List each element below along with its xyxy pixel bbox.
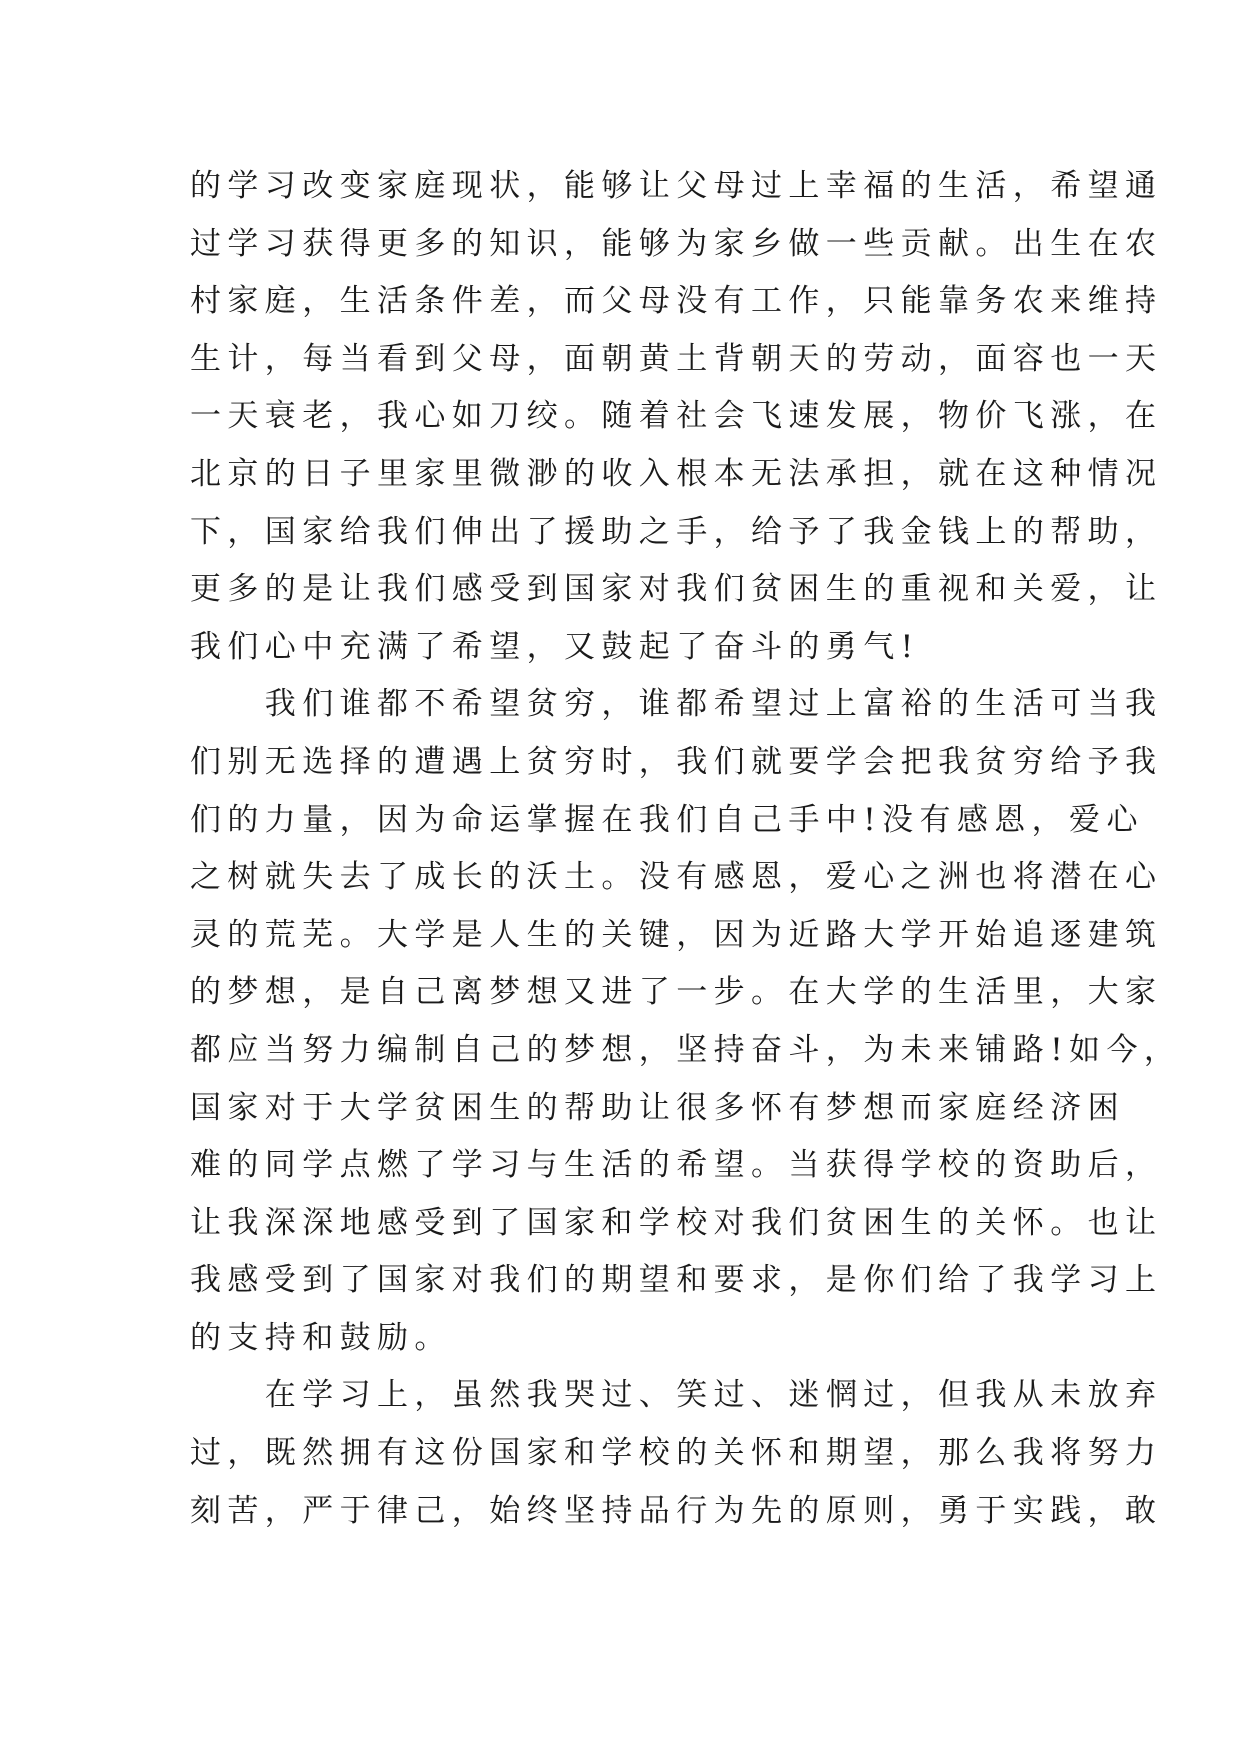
text-line: 我们谁都不希望贫穷，谁都希望过上富裕的生活可当我 bbox=[190, 686, 1163, 723]
text-line: 我们心中充满了希望，又鼓起了奋斗的勇气! bbox=[190, 628, 920, 665]
text-line: 下，国家给我们伸出了援助之手，给予了我金钱上的帮助， bbox=[190, 513, 1163, 550]
text-line: 的梦想，是自己离梦想又进了一步。在大学的生活里，大家 bbox=[190, 974, 1163, 1011]
text-line: 之树就失去了成长的沃土。没有感恩，爱心之洲也将潜在心 bbox=[190, 859, 1163, 896]
text-line: 在学习上，虽然我哭过、笑过、迷惘过，但我从未放弃 bbox=[190, 1377, 1163, 1414]
text-line: 们别无选择的遭遇上贫穷时，我们就要学会把我贫穷给予我 bbox=[190, 743, 1163, 780]
text-line: 我感受到了国家对我们的期望和要求，是你们给了我学习上 bbox=[190, 1262, 1163, 1299]
text-line: 们的力量，因为命运掌握在我们自己手中!没有感恩，爱心 bbox=[190, 801, 1144, 838]
text-line: 让我深深地感受到了国家和学校对我们贫困生的关怀。也让 bbox=[190, 1204, 1163, 1241]
text-line: 过学习获得更多的知识，能够为家乡做一些贡献。出生在农 bbox=[190, 225, 1163, 262]
text-line: 的支持和鼓励。 bbox=[190, 1319, 452, 1356]
text-line: 的学习改变家庭现状，能够让父母过上幸福的生活，希望通 bbox=[190, 168, 1163, 204]
text-line: 一天衰老，我心如刀绞。随着社会飞速发展，物价飞涨，在 bbox=[190, 398, 1163, 435]
document-body bbox=[190, 158, 1182, 1540]
text-line: 难的同学点燃了学习与生活的希望。当获得学校的资助后， bbox=[190, 1147, 1163, 1184]
text-line: 刻苦，严于律己，始终坚持品行为先的原则，勇于实践，敢 bbox=[190, 1492, 1163, 1529]
text-line: 村家庭，生活条件差，而父母没有工作，只能靠务农来维持 bbox=[190, 283, 1163, 320]
text-line: 过，既然拥有这份国家和学校的关怀和期望，那么我将努力 bbox=[190, 1435, 1163, 1472]
text-line: 国家对于大学贫困生的帮助让很多怀有梦想而家庭经济困 bbox=[190, 1089, 1125, 1126]
text-line: 北京的日子里家里微渺的收入根本无法承担，就在这种情况 bbox=[190, 455, 1163, 492]
text-line: 更多的是让我们感受到国家对我们贫困生的重视和关爱，让 bbox=[190, 571, 1163, 608]
text-line: 灵的荒芜。大学是人生的关键，因为近路大学开始追逐建筑 bbox=[190, 916, 1163, 953]
text-line: 生计，每当看到父母，面朝黄土背朝天的劳动，面容也一天 bbox=[190, 340, 1163, 377]
text-line: 都应当努力编制自己的梦想，坚持奋斗，为未来铺路!如今， bbox=[190, 1031, 1182, 1068]
